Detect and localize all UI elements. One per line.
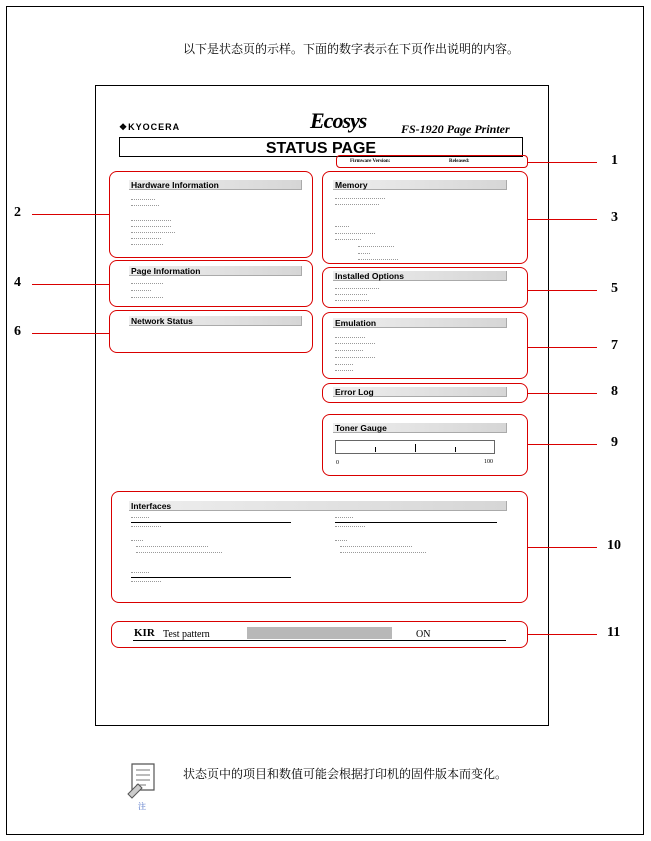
callout-box-7	[322, 312, 528, 379]
callout-number-8: 8	[611, 384, 618, 399]
callout-number-6: 6	[14, 324, 21, 339]
toner-max-label: 100	[484, 459, 493, 465]
note-label: 注	[138, 802, 146, 811]
note-text: 状态页中的项目和数值可能会根据打印机的固件版本而变化。	[183, 767, 508, 781]
leader-line-1	[528, 162, 597, 163]
callout-number-3: 3	[611, 210, 618, 225]
callout-number-2: 2	[14, 205, 21, 220]
printer-model: FS-1920 Page Printer	[401, 122, 510, 136]
kyocera-mark-icon: ❖	[119, 122, 129, 132]
callout-box-1	[336, 155, 528, 168]
leader-line-10	[528, 547, 597, 548]
leader-line-3	[528, 219, 597, 220]
leader-line-7	[528, 347, 597, 348]
callout-box-8	[322, 383, 528, 403]
page-information-title: Page Information	[131, 266, 201, 276]
test-pattern-label: Test pattern	[163, 629, 210, 640]
toner-gauge-title: Toner Gauge	[335, 423, 387, 433]
firmware-version-label: Firmware Version:	[350, 159, 391, 164]
toner-min-label: 0	[336, 460, 339, 466]
network-status-title: Network Status	[131, 316, 193, 326]
brand-name: KYOCERA	[128, 122, 181, 132]
leader-line-5	[528, 290, 597, 291]
leader-line-8	[528, 393, 597, 394]
callout-number-11: 11	[607, 625, 621, 640]
kir-label: KIR	[134, 627, 155, 639]
memory-title: Memory	[335, 180, 368, 190]
leader-line-4	[32, 284, 109, 285]
kir-value: ON	[416, 629, 431, 640]
ecosys-logo: Ecosys	[310, 108, 367, 133]
callout-number-7: 7	[611, 338, 618, 353]
callout-number-10: 10	[607, 538, 621, 553]
status-page-title: STATUS PAGE	[119, 137, 523, 157]
callout-box-11	[111, 621, 528, 648]
leader-line-2	[32, 214, 109, 215]
leader-line-9	[528, 444, 597, 445]
error-log-title: Error Log	[335, 387, 374, 397]
callout-number-1: 1	[611, 153, 618, 168]
callout-box-10	[111, 491, 528, 603]
leader-line-11	[528, 634, 597, 635]
callout-box-3	[322, 171, 528, 264]
intro-text: 以下是状态页的示样。下面的数字表示在下页作出说明的内容。	[183, 42, 520, 56]
callout-box-2	[109, 171, 313, 258]
callout-box-6	[109, 310, 313, 353]
released-label: Released:	[449, 159, 470, 164]
emulation-title: Emulation	[335, 318, 377, 328]
callout-number-9: 9	[611, 435, 618, 450]
callout-number-5: 5	[611, 281, 618, 296]
callout-number-4: 4	[14, 275, 21, 290]
hardware-information-title: Hardware Information	[131, 180, 219, 190]
interfaces-title: Interfaces	[131, 501, 172, 511]
callout-box-4	[109, 260, 313, 307]
callout-box-9	[322, 414, 528, 476]
leader-line-6	[32, 333, 109, 334]
installed-options-title: Installed Options	[335, 271, 404, 281]
kyocera-logo	[119, 122, 180, 133]
note-icon	[124, 760, 160, 800]
callout-box-5	[322, 267, 528, 308]
